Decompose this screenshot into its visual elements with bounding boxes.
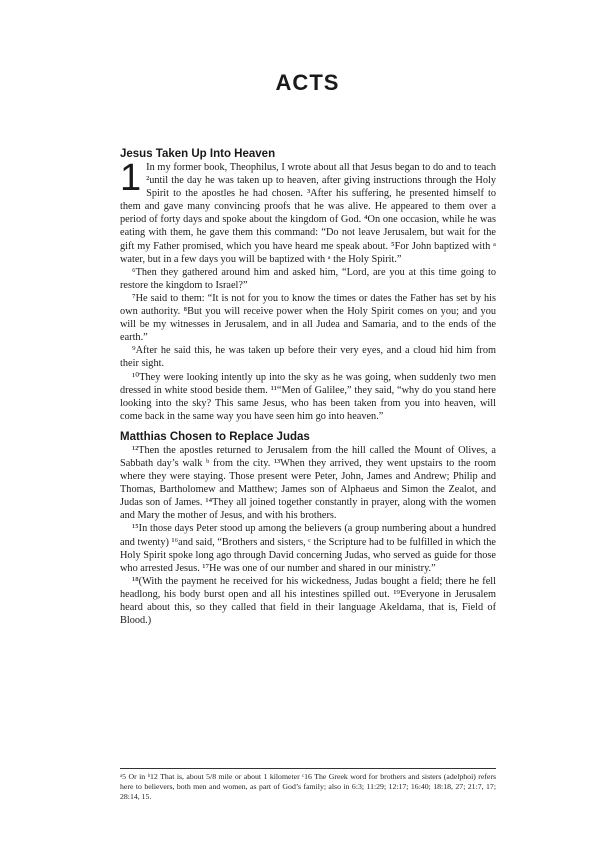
verse-paragraph: ⁹After he said this, he was taken up before their very eyes, and a cloud hid him from their sight. [120,345,496,370]
verse-paragraph [120,157,496,266]
footnotes: ᵃ5 Or in ᵇ12 That is, about 5/8 mile or about 1 kilometer ᶜ16 The Greek word for brothers and sisters (adelphoi) refers here to believers, both men and women, as part of God’s family; also in 6:3; 11:29; 12:17; 16:40; 18:18, 27; 21:7, 17; 28:14, 15. [120,768,496,801]
chapter-number: 1 [120,157,142,199]
verse-paragraph: ⁶Then they gathered around him and asked him, “Lord, are you at this time going to restore the kingdom to Israel?” [120,266,496,291]
verse-paragraph: ¹²Then the apostles returned to Jerusalem from the hill called the Mount of Olives, a Sabbath day’s walk ᵇ from the city. ¹³When they arrived, they went upstairs to the room where they were staying. Those present were Peter, John, James and Andrew; Philip and Thomas, Bartholomew and Matthew; James son of Alphaeus and Simon the Zealot, and Judas son of James. ¹⁴They all joined together constantly in prayer, along with the women and Mary the mother of Jesus, and with his brothers. [120,444,496,522]
verse-paragraph: ¹⁸(With the payment he received for his wickedness, Judas bought a field; there he fell headlong, his body burst open and all his intestines spilled out. ¹⁹Everyone in Jerusalem heard about this, so they called that field in their language Akeldama, that is, Field of Blood.) [120,575,496,627]
section-heading: Matthias Chosen to Replace Judas [120,430,310,443]
section-heading: Jesus Taken Up Into Heaven [120,148,276,160]
book-title: ACTS [275,70,340,95]
verse-paragraph: ¹⁵In those days Peter stood up among the believers (a group numbering about a hundred and twenty) ¹⁶and said, “Brothers and sisters, ᶜ the Scripture had to be fulfilled in which the Holy Spirit spoke long ago through David concerning Judas, who served as guide for those who arrested Jesus. ¹⁷He was one of our number and shared in our ministry.” [120,523,496,574]
paragraph-text: In my former book, Theophilus, I wrote about all that Jesus began to do and to teach ²until the day he was taken up to heaven, after giving instructions through the Holy Spirit to the apostles he had chosen. ³After his suffering, he presented himself to them and gave many convincing proofs that he was alive. He appeared to them over a period of forty days and spoke about the kingdom of God. ⁴On one occasion, while he was eating with them, he gave them this command: “Do not leave Jerusalem, but wait for the gift my Father promised, which you have heard me speak about. ⁵For John baptized with ᵃ water, but in a few days you will be baptized with ᵃ the Holy Spirit.” [120,162,496,265]
verse-paragraph: ⁷He said to them: “It is not for you to know the times or dates the Father has set by his own authority. ⁸But you will receive power when the Holy Spirit comes on you; and you will be my witnesses in Jerusalem, and in all Judea and Samaria, and to the ends of the earth.” [120,292,496,344]
verse-paragraph: ¹⁰They were looking intently up into the sky as he was going, when suddenly two men dressed in white stood beside them. ¹¹“Men of Galilee,” they said, “why do you stand here looking into the sky? This same Jesus, who has been taken from you into heaven, will come back in the same way you have seen him go into heaven.” [120,371,496,422]
scripture-body [120,148,496,627]
